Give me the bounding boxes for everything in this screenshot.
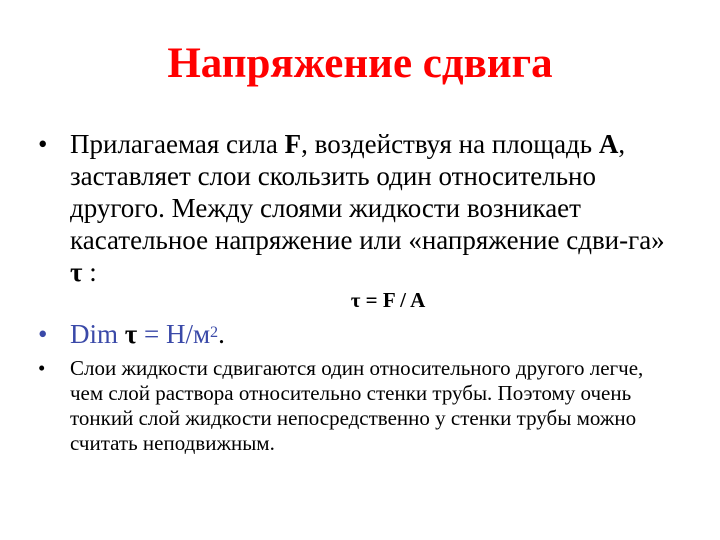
bullet-dimension xyxy=(38,318,678,350)
text-fragment: , заставляет слои скользить один относительно другого. Между слоями жидкости возникает касательное напряжение или «напряжение сдви-га» xyxy=(70,129,665,255)
bullet-marker: • xyxy=(38,356,46,380)
bullet-text xyxy=(70,318,678,350)
symbol-tau: τ xyxy=(70,257,83,287)
symbol-force: F xyxy=(284,129,302,159)
formula-shear-stress: τ = F / A xyxy=(350,288,426,312)
bullet-layer-note xyxy=(38,356,678,456)
symbol-tau: τ xyxy=(124,319,138,349)
unit-text: = Н/м xyxy=(137,319,211,349)
text-fragment: : xyxy=(82,257,97,287)
bullet-marker: • xyxy=(38,319,48,349)
bullet-shear-definition xyxy=(38,128,678,288)
text-fragment: Прилагаемая сила xyxy=(70,129,285,159)
bullet-marker: • xyxy=(38,129,48,159)
slide-title: Напряжение сдвига xyxy=(167,40,553,87)
bullet-text xyxy=(70,128,678,288)
symbol-area: A xyxy=(598,129,619,159)
bullet-text: Слои жидкости сдвигаются один относительного другого легче, чем слой раствора относительно стенки трубы. Поэтому очень тонкий слой жидкости непосредственно у стенки трубы можно считать неподвижным. xyxy=(70,356,644,455)
dim-label: Dim xyxy=(70,319,125,349)
text-fragment: . xyxy=(218,319,225,349)
unit-exponent: 2 xyxy=(210,323,219,341)
text-fragment: , воздействуя на площадь xyxy=(301,129,599,159)
